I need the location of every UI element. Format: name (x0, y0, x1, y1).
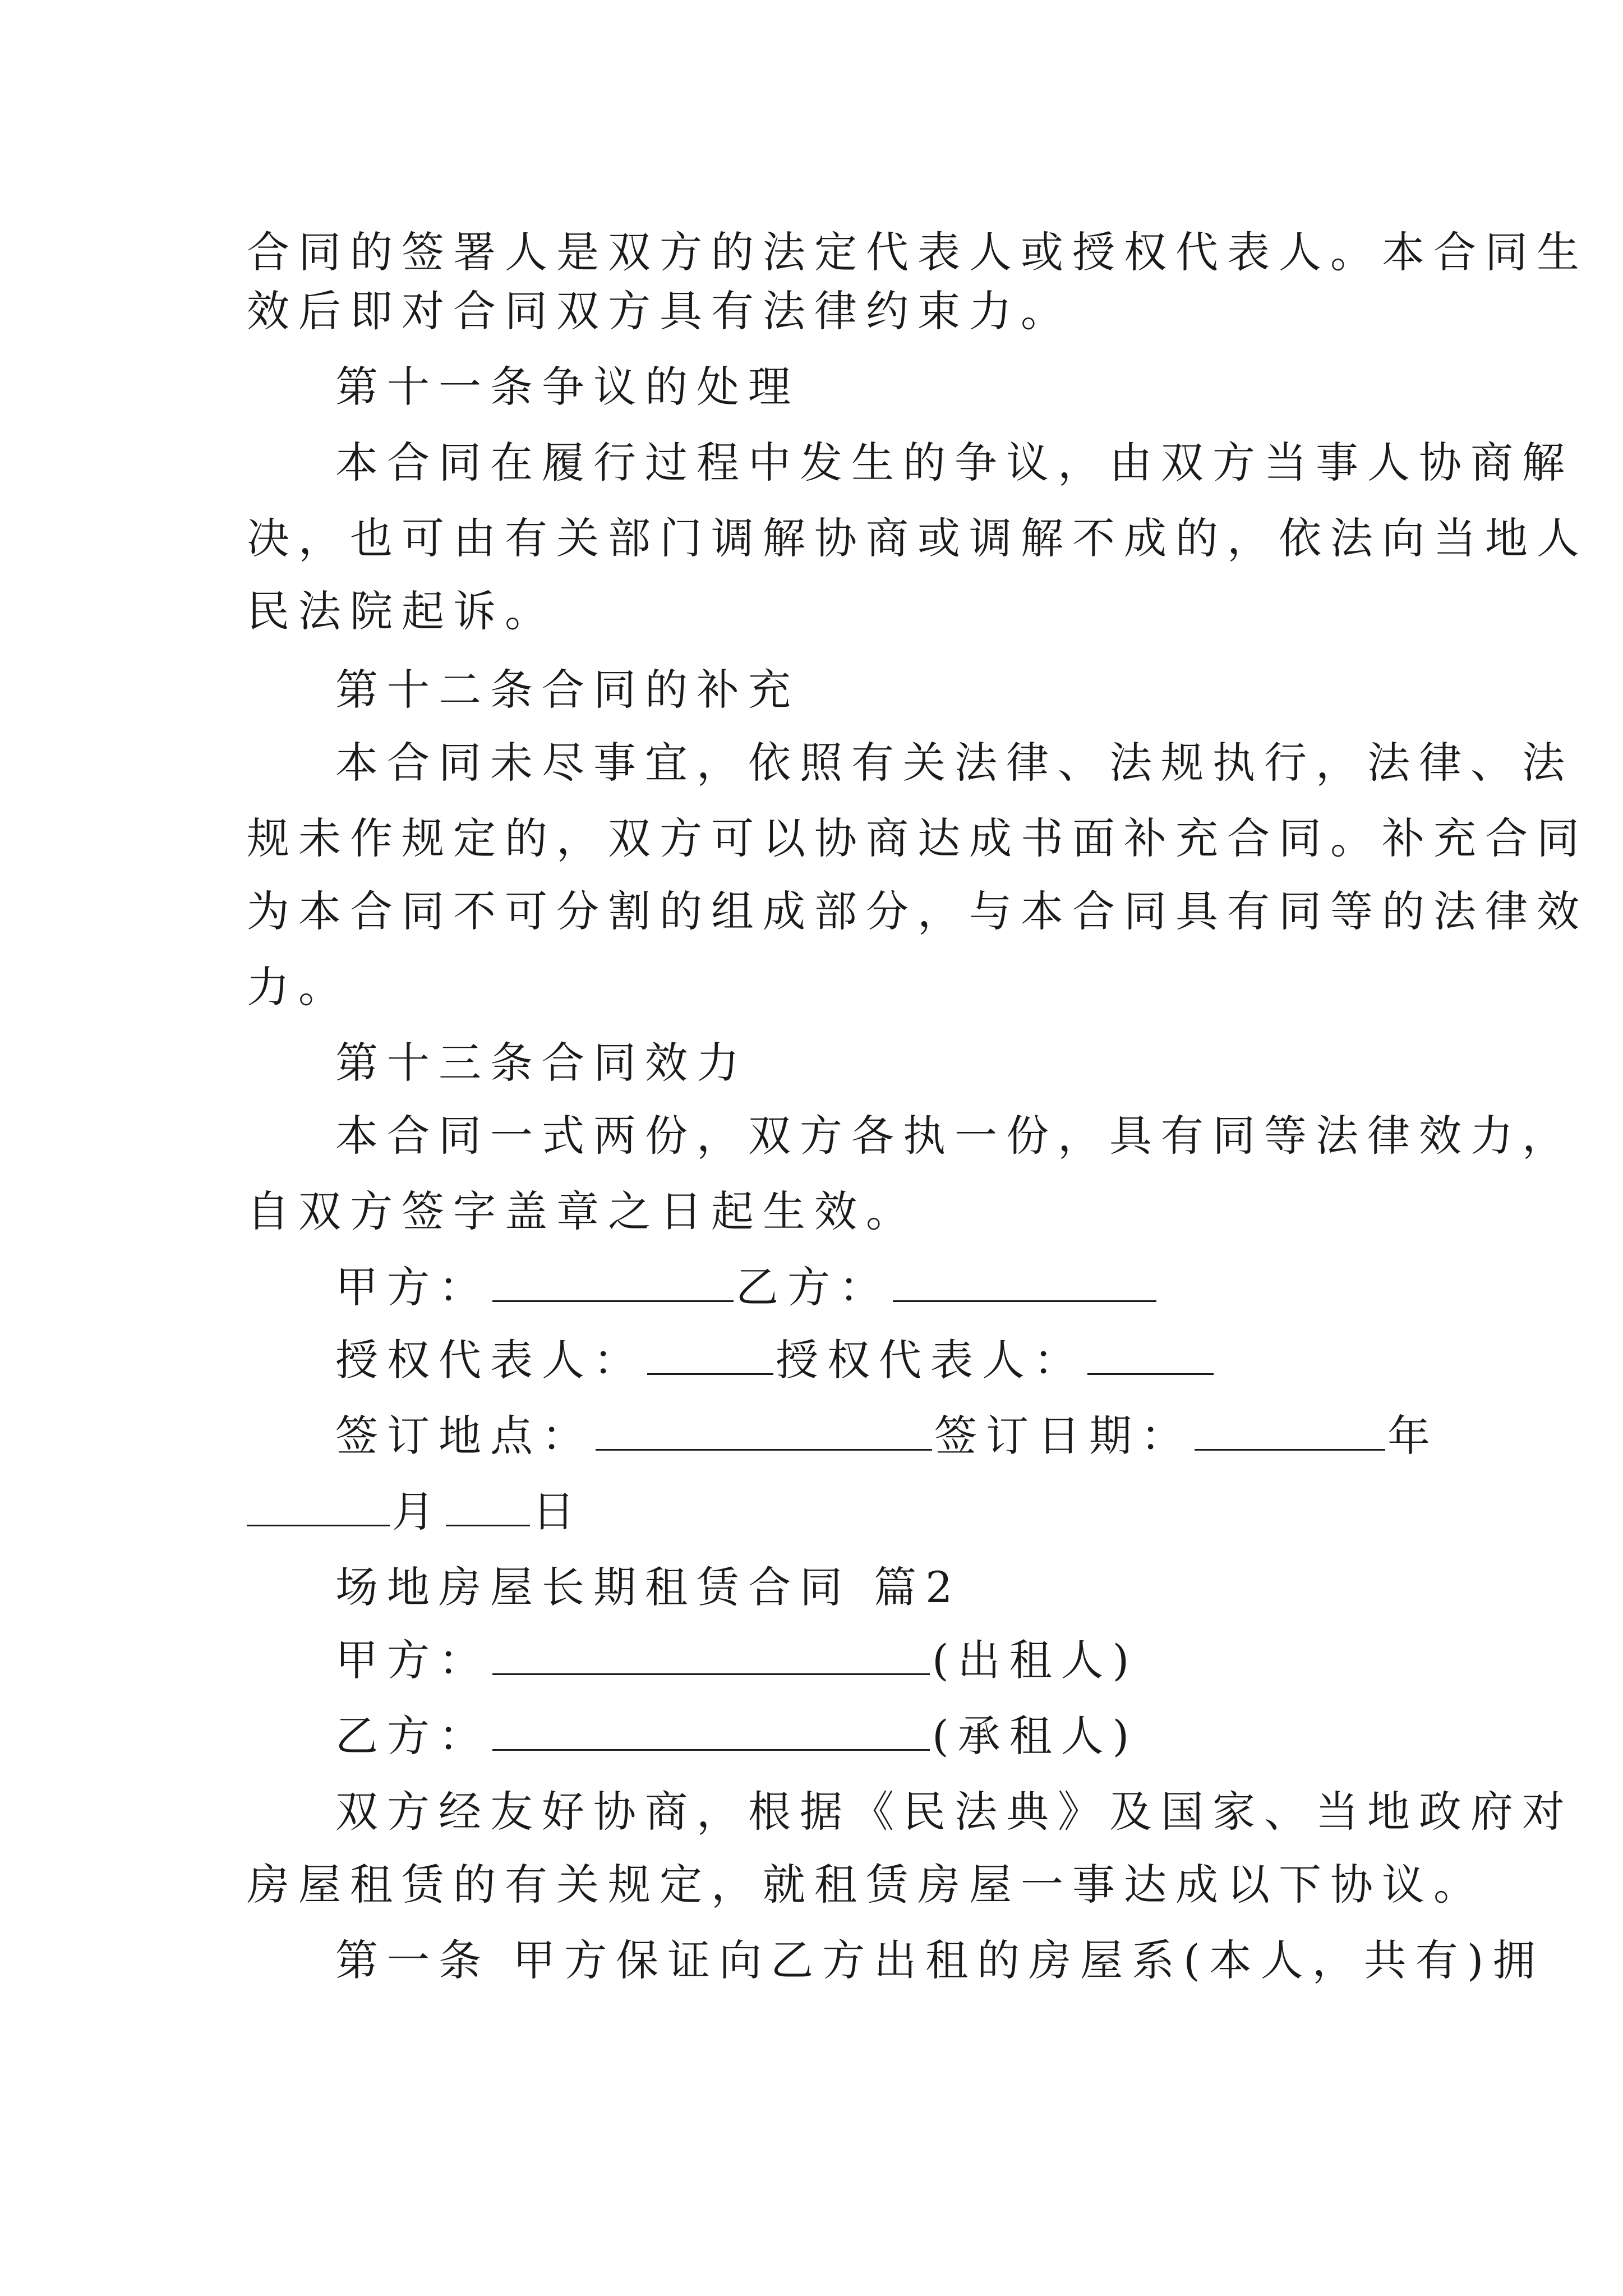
paragraph-line: 本合同在履行过程中发生的争议，由双方当事人协商解 (335, 438, 1574, 487)
paragraph-line: 房屋租赁的有关规定，就租赁房屋一事达成以下协议。 (247, 1860, 1485, 1910)
paragraph-line: 民法院起诉。 (247, 586, 556, 636)
signature-parties (335, 1254, 1474, 1321)
signature-place-date (335, 1402, 1474, 1470)
lessee-line (335, 1703, 1474, 1770)
paragraph-line: 合同的签署人是双方的法定代表人或授权代表人。本合同生 (247, 227, 1588, 277)
lessor-line (335, 1627, 1474, 1694)
month-label: 月 (392, 1487, 444, 1536)
place-label: 签订地点： (335, 1411, 593, 1461)
signature-date-cont (247, 1478, 1385, 1545)
date-label: 签订日期： (934, 1411, 1192, 1461)
lessee-label: 乙方： (335, 1711, 490, 1761)
year-blank[interactable] (1195, 1406, 1385, 1451)
article-heading: 第十三条合同效力 (335, 1038, 748, 1088)
month-blank[interactable] (247, 1482, 390, 1526)
paragraph-line: 力。 (247, 962, 350, 1012)
lessor-blank[interactable] (492, 1631, 930, 1675)
paragraph-line: 自双方签字盖章之日起生效。 (247, 1186, 917, 1236)
article-heading: 第十一条争议的处理 (335, 362, 800, 412)
rep-a-blank[interactable] (647, 1331, 773, 1375)
lessee-blank[interactable] (492, 1706, 930, 1751)
paragraph-line: 双方经友好协商，根据《民法典》及国家、当地政府对 (335, 1787, 1574, 1837)
party-a-label: 甲方： (335, 1262, 490, 1312)
rep-a-label: 授权代表人： (335, 1335, 645, 1385)
paragraph-line: 本合同一式两份，双方各执一份，具有同等法律效力， (335, 1111, 1574, 1161)
article-heading: 第一条 甲方保证向乙方出租的房屋系(本人，共有)拥 (335, 1935, 1544, 1985)
section-title: 场地房屋长期租赁合同 篇2 (335, 1562, 962, 1612)
paragraph-line: 为本合同不可分割的组成部分，与本合同具有同等的法律效 (247, 886, 1588, 936)
year-label: 年 (1387, 1411, 1439, 1461)
paragraph-line: 规未作规定的，双方可以协商达成书面补充合同。补充合同 (247, 813, 1588, 863)
lessor-label: 甲方： (335, 1635, 490, 1685)
lessee-role: (承租人) (932, 1711, 1138, 1761)
lessor-role: (出租人) (932, 1635, 1138, 1685)
party-a-blank[interactable] (492, 1258, 734, 1302)
party-b-blank[interactable] (893, 1258, 1156, 1302)
day-label: 日 (532, 1487, 584, 1536)
place-blank[interactable] (596, 1406, 932, 1451)
paragraph-line: 效后即对合同双方具有法律约束力。 (247, 286, 1072, 336)
article-heading: 第十二条合同的补充 (335, 665, 800, 715)
rep-b-blank[interactable] (1087, 1331, 1214, 1375)
party-b-label: 乙方： (736, 1262, 891, 1312)
day-blank[interactable] (446, 1482, 530, 1526)
paragraph-line: 本合同未尽事宜，依照有关法律、法规执行，法律、法 (335, 738, 1574, 788)
signature-representatives (335, 1327, 1474, 1394)
rep-b-label: 授权代表人： (776, 1335, 1085, 1385)
paragraph-line: 决，也可由有关部门调解协商或调解不成的，依法向当地人 (247, 513, 1588, 563)
